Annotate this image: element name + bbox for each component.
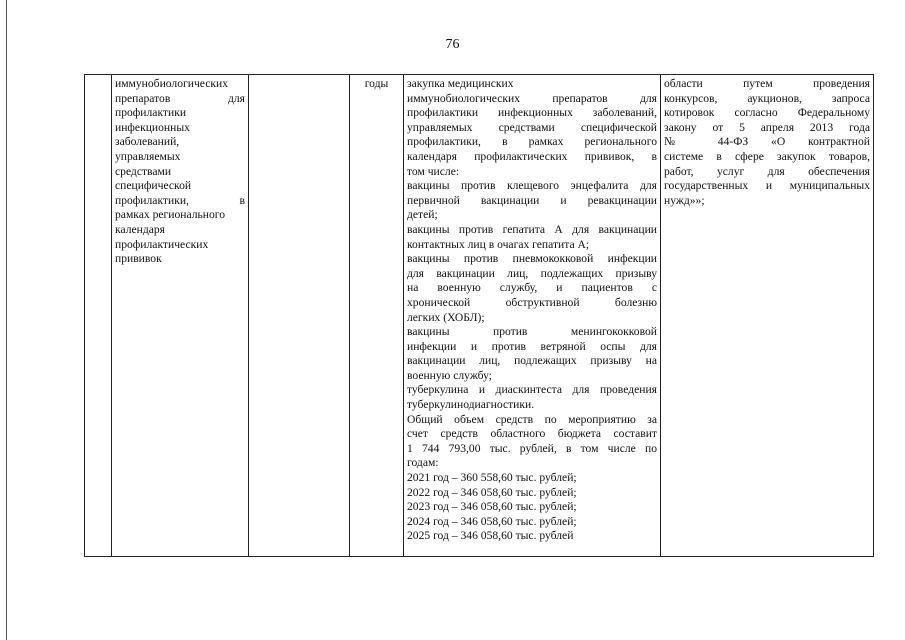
- text-line: 2024 год – 346 058,60 тыс. рублей;: [407, 514, 577, 528]
- text-line: управляемых: [115, 149, 181, 163]
- text-line: профилактических: [115, 237, 209, 251]
- cell-period: годы: [350, 75, 404, 557]
- text-line: профилактики: [115, 106, 187, 120]
- page-number: 76: [445, 37, 460, 52]
- program-table: [84, 74, 874, 557]
- text-line: том числе:: [407, 164, 460, 178]
- text-line: иммунобиологических: [115, 77, 229, 90]
- text-line: заболеваний,: [115, 135, 180, 149]
- text-line: вакцинации лиц, подлежащих призыву на: [407, 354, 657, 368]
- page-left-border: [6, 0, 7, 640]
- text-line: котировок согласно Федеральному: [664, 106, 870, 120]
- text-line: конкурсов, аукционов, запроса: [664, 91, 870, 105]
- text-line: 2025 год – 346 058,60 тыс. рублей: [407, 529, 574, 543]
- text-line: инфекционных: [115, 120, 190, 134]
- cell-procurement-method: [661, 75, 874, 557]
- text-line: системе в сфере закупок товаров,: [664, 149, 870, 163]
- text-line: вакцины против гепатита А для вакцинации: [407, 222, 657, 236]
- text-line: Общий объем средств по мероприятию за: [407, 412, 657, 426]
- text-line: туберкулина и диаскинтеста для проведения: [407, 383, 657, 397]
- cell-measure-name: [112, 75, 249, 557]
- text-line: на военную службу, и пациентов с: [407, 281, 657, 295]
- text-line: государственных и муниципальных: [664, 179, 870, 193]
- text-line: календаря: [115, 222, 166, 236]
- text-line: вакцины против менингококковой: [407, 325, 657, 339]
- cell-executor: [249, 75, 350, 557]
- text-line: хронической обструктивной болезню: [407, 295, 657, 309]
- text-line: вакцины против пневмококковой инфекции: [407, 252, 657, 266]
- text-line: военную службу;: [407, 368, 492, 382]
- text-line: препаратов для: [115, 91, 245, 105]
- text-line: специфической: [115, 179, 192, 193]
- cell-description: [404, 75, 661, 557]
- text-line: легких (ХОБЛ);: [407, 310, 485, 324]
- text-line: 2021 год – 360 558,60 тыс. рублей;: [407, 471, 577, 485]
- text-line: календаря профилактических прививок, в: [407, 149, 657, 163]
- text-line: первичной вакцинации и ревакцинации: [407, 193, 657, 207]
- text-line: нужд»»;: [664, 193, 705, 207]
- text-line: детей;: [407, 208, 438, 222]
- text-line: профилактики, в рамках регионального: [407, 135, 657, 149]
- text-line: закону от 5 апреля 2013 года: [664, 120, 870, 134]
- text-line: вакцины против клещевого энцефалита для: [407, 179, 657, 193]
- text-line: годам:: [407, 456, 439, 470]
- text-line: контактных лиц в очагах гепатита А;: [407, 237, 590, 251]
- text-line: № 44-ФЗ «О контрактной: [664, 135, 870, 149]
- text-line: 2023 год – 346 058,60 тыс. рублей;: [407, 500, 577, 514]
- text-line: иммунобиологических препаратов для: [407, 91, 657, 105]
- table-row: [85, 75, 874, 557]
- cell-number: [85, 75, 112, 557]
- text-line: 2022 год – 346 058,60 тыс. рублей;: [407, 485, 577, 499]
- text-line: профилактики, в: [115, 193, 245, 207]
- text-line: туберкулинодиагностики.: [407, 398, 535, 412]
- text-line: области путем проведения: [664, 77, 870, 90]
- text-line: управляемых средствами специфической: [407, 120, 657, 134]
- text-line: для вакцинации лиц, подлежащих призыву: [407, 266, 657, 280]
- text-line: работ, услуг для обеспечения: [664, 164, 870, 178]
- text-line: 1 744 793,00 тыс. рублей, в том числе по: [407, 441, 657, 455]
- text-line: инфекции и против ветряной оспы для: [407, 339, 657, 353]
- text-line: рамках регионального: [115, 208, 226, 222]
- text-line: счет средств областного бюджета составит: [407, 427, 657, 441]
- text-line: профилактики инфекционных заболеваний,: [407, 106, 657, 120]
- text-line: закупка медицинских: [407, 77, 514, 90]
- text-line: средствами: [115, 164, 172, 178]
- text-line: прививок: [115, 252, 162, 266]
